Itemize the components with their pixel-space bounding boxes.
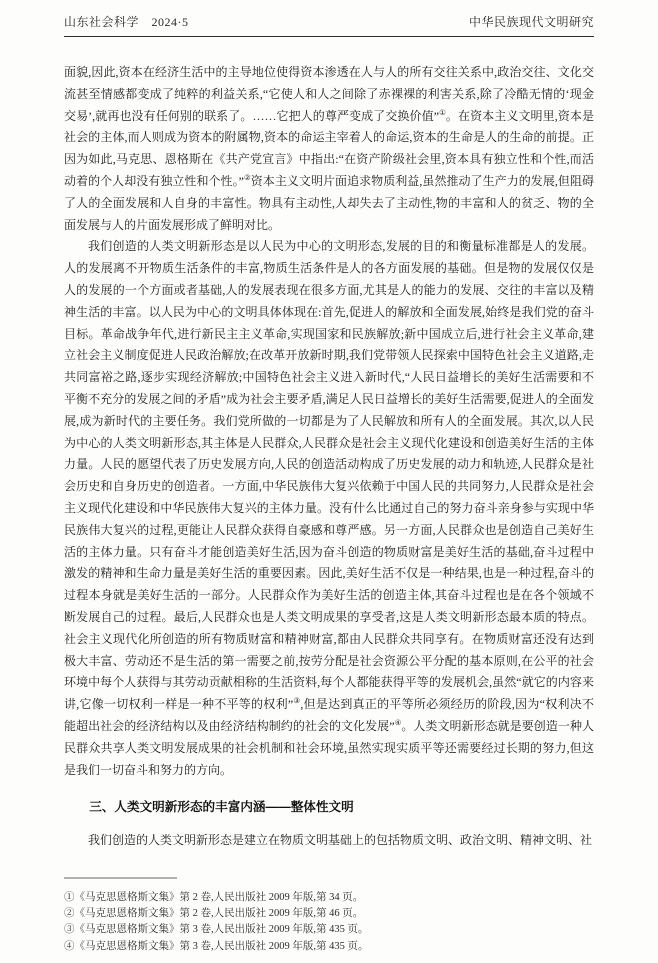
footnote-1: ①《马克思恩格斯文集》第 2 卷,人民出版社 2009 年版,第 34 页。 bbox=[64, 892, 364, 903]
article-body bbox=[64, 62, 594, 852]
header-rule bbox=[64, 36, 594, 37]
section-heading: 三、人类文明新形态的丰富内涵——整体性文明 bbox=[89, 800, 354, 815]
footnote-rule bbox=[64, 877, 177, 879]
footnote-4: ④《马克思恩格斯文集》第 3 卷,人民出版社 2009 年版,第 435 页。 bbox=[64, 940, 369, 952]
column-title: 中华民族现代文明研究 bbox=[468, 15, 594, 29]
footnote-2: ②《马克思恩格斯文集》第 2 卷,人民出版社 2009 年版,第 46 页。 bbox=[64, 908, 364, 920]
body-paragraph-2: 我们创造的人类文明新形态是以人民为中心的文明形态,发展的目的和衡量标准都是人的发展。人的发展离不开物质生活条件的丰富,物质生活条件是人的各方面发展的基础。但是物的发展仅仅是人的发展的一个方面或者基础,人的发展表现在很多方面,尤其是人的能力的发展、交往的丰富以及精神生活的丰富。以人民为中心的文明具体体现在:首先,促进人的解放和全面发展,始终是我们党的奋斗目标。革命战争年代,进行新民主主义革命,实现国家和民族解放;新中国成立后,进行社会主义革命,建立社会主义制度促进人民政治解放;在改革开放新时期,我们党带领人民探索中国特色社会主义道路,走共同富裕之路,逐步实现经济解放;中国特色社会主义进入新时代,“人民日益增长的美好生活需要和不平衡不充分的发展之间的矛盾”成为社会主要矛盾,满足人民日益增长的美好生活需要,促进人的全面发展,成为新时代的主要任务。我们党所做的一切都是为了人民解放和所有人的全面发展。其次,以人民为中心的人类文明新形态,其主体是人民群众,人民群众是社会主义现代化建设和创造美好生活的主体力量。人民的愿望代表了历史发展方向,人民的创造活动构成了历史发展的动力和轨迹,人民群众是社会历史和自身历史的创造者。一方面,中华民族伟大复兴依赖于中国人民的共同努力,人民群众是社会主义现代化建设和中华民族伟大复兴的主体力量。没有什么比通过自己的努力奋斗亲身参与实现中华民族伟大复兴的过程,更能让人民群众获得自豪感和尊严感。另一方面,人民群众也是创造自己美好生活的主体力量。只有奋斗才能创造美好生活,因为奋斗创造的物质财富是美好生活的基础,奋斗过程中激发的精神和生命力量是美好生活的重要因素。因此,美好生活不仅是一种结果,也是一种过程,奋斗的过程本身就是美好生活的一部分。人民群众作为美好生活的创造主体,其奋斗过程也是在各个领域不断发展自己的过程。最后,人民群众也是人类文明成果的享受者,这是人类文明新形态最本质的特点。社会主义现代化所创造的所有物质财富和精神财富,都由人民群众共同享有。在物质财富还没有达到极大丰富、劳动还不是生活的第一需要之前,按劳分配是社会资源公平分配的基本原则,在公平的社会环境中每个人获得与其劳动贡献相称的生活资料,每个人都能获得平等的发展机会,虽然“就它的内容来讲,它像一切权利一样是一种不平等的权利”③,但是达到真正的平等所必须经历的阶段,因为“权利决不能超出社会的经济结构以及由经济结构制约的社会的文化发展”④。人类文明新形态就是要创造一种人民群众共享人类文明发展成果的社会机制和社会环境,虽然实现实质平等还需要经过长期的努力,但这是我们一切奋斗和努力的方向。 bbox=[64, 239, 595, 777]
footnote-area bbox=[64, 877, 594, 955]
body-paragraph-1: 面貌,因此,资本在经济生活中的主导地位使得资本渗透在人与人的所有交往关系中,政治交往、文化交流甚至情感都变成了纯粹的利益关系,“它使人和人之间除了赤裸裸的利害关系,除了冷酷无情的‘现金交易’,就再也没有任何别的联系了。……它把人的尊严变成了交换价值”①。在资本主义文明里,资本是社会的主体,而人则成为资本的附属物,资本的命运主宰着人的命运,资本的生命是人的生命的前提。正因为如此,马克思、恩格斯在《共产党宣言》中指出:“在资产阶级社会里,资本具有独立性和个性,而活动着的个人却没有独立性和个性。”②资本主义文明片面追求物质利益,虽然推动了生产力的发展,但阻碍了人的全面发展和人自身的丰富性。物具有主动性,人却失去了主动性,物的丰富和人的贫乏、物的全面发展与人的片面发展形成了鲜明对比。 bbox=[64, 65, 595, 232]
footnote-list bbox=[64, 890, 594, 955]
footnote-3: ③《马克思恩格斯文集》第 3 卷,人民出版社 2009 年版,第 435 页。 bbox=[64, 924, 369, 936]
running-header bbox=[64, 0, 594, 30]
body-paragraph-3: 我们创造的人类文明新形态是建立在物质文明基础上的包括物质文明、政治文明、精神文明、社 bbox=[88, 833, 593, 848]
journal-title: 山东社会科学 2024·5 bbox=[64, 15, 189, 29]
